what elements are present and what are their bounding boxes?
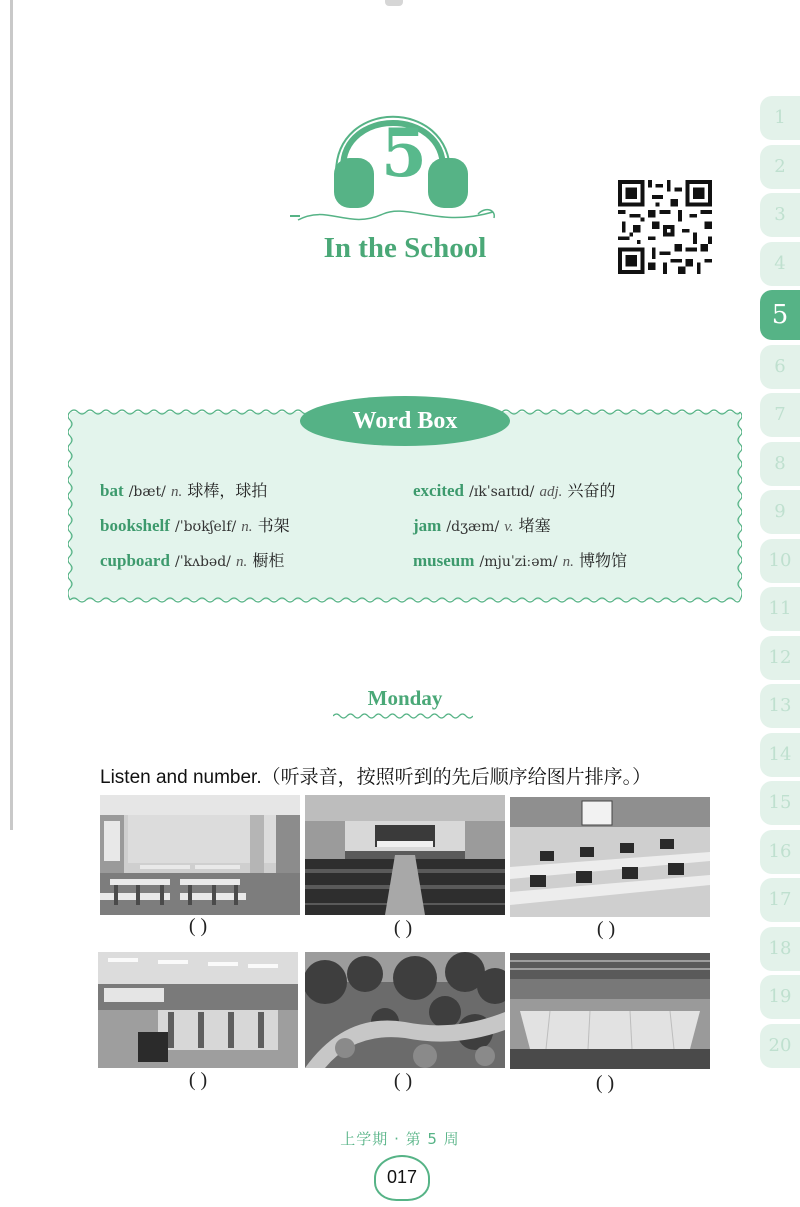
week-tab[interactable]: 17 [760, 878, 800, 922]
answer-blank[interactable]: ( ) [188, 1069, 208, 1091]
garden-photo [305, 952, 505, 1072]
word-entry [413, 478, 616, 502]
phonetic: /dʒæm/ [446, 519, 500, 535]
exercise-instruction: Listen and number.（听录音，按照听到的先后顺序给图片排序。） [100, 767, 652, 788]
footer-term-label: 上学期 · 第 5 周 [340, 1130, 460, 1148]
week-prefix-char: 第 [344, 76, 367, 102]
week-tab[interactable]: 13 [760, 684, 800, 728]
week-tab[interactable]: 15 [760, 781, 800, 825]
week-tab[interactable]: 8 [760, 442, 800, 486]
meaning: 博物馆 [578, 551, 627, 570]
week-tab[interactable]: 9 [760, 490, 800, 534]
week-tab[interactable]: 14 [760, 733, 800, 777]
day-heading: Monday [367, 686, 443, 710]
week-number: 5 [381, 114, 427, 192]
phonetic: /ˈkʌbəd/ [175, 554, 231, 570]
week-tab[interactable]: 1 [760, 96, 800, 140]
part-of-speech: n. [562, 554, 574, 570]
week-tab[interactable]: 7 [760, 393, 800, 437]
swimming-pool-photo [510, 953, 710, 1073]
answer-blank[interactable]: ( ) [596, 918, 616, 940]
phonetic: /ɪkˈsaɪtɪd/ [469, 484, 535, 500]
week-tabs [760, 96, 800, 1072]
week-tab-active[interactable]: 5 [760, 290, 800, 340]
word: cupboard [100, 551, 170, 570]
word-box-title: Word Box [300, 396, 510, 446]
week-tab[interactable]: 10 [760, 539, 800, 583]
meaning: 兴奋的 [567, 481, 616, 500]
part-of-speech: n. [171, 484, 183, 500]
word-entry [100, 513, 290, 537]
qr-code-icon[interactable] [618, 180, 712, 274]
answer-blank[interactable]: ( ) [188, 915, 208, 937]
phonetic: /mjuˈziːəm/ [479, 554, 558, 570]
meaning: 堵塞 [518, 516, 551, 535]
week-suffix-char: 周 [443, 76, 466, 102]
meaning: 书架 [257, 516, 290, 535]
unit-title: In the School [323, 232, 487, 264]
part-of-speech: adj. [539, 484, 563, 500]
auditorium-photo [305, 795, 505, 915]
word: excited [413, 481, 464, 500]
phonetic: /ˈbʊkʃelf/ [175, 519, 237, 535]
meaning: 球棒，球拍 [187, 481, 268, 500]
day-underline [333, 712, 473, 720]
part-of-speech: n. [241, 519, 253, 535]
word-entry [413, 513, 551, 537]
computer-room-photo [510, 797, 710, 917]
page-spine-edge [10, 0, 13, 830]
word: bat [100, 481, 124, 500]
word-entry [100, 478, 267, 502]
word-entry [413, 548, 627, 572]
phonetic: /bæt/ [128, 484, 166, 500]
week-tab[interactable]: 4 [760, 242, 800, 286]
week-tab[interactable]: 2 [760, 145, 800, 189]
week-tab[interactable]: 18 [760, 927, 800, 971]
week-tab[interactable]: 20 [760, 1024, 800, 1068]
week-tab[interactable]: 19 [760, 975, 800, 1019]
word-entry [100, 548, 284, 572]
word: museum [413, 551, 475, 570]
week-tab[interactable]: 3 [760, 193, 800, 237]
part-of-speech: n. [236, 554, 248, 570]
word: bookshelf [100, 516, 170, 535]
week-tab[interactable]: 11 [760, 587, 800, 631]
week-tab[interactable]: 12 [760, 636, 800, 680]
answer-blank[interactable]: ( ) [393, 1070, 413, 1092]
week-tab[interactable]: 6 [760, 345, 800, 389]
part-of-speech: v. [504, 519, 514, 535]
answer-blank[interactable]: ( ) [595, 1072, 615, 1094]
dining-hall-photo [100, 795, 300, 915]
meaning: 橱柜 [252, 551, 285, 570]
office-photo [98, 952, 298, 1072]
word: jam [413, 516, 442, 535]
week-tab[interactable]: 16 [760, 830, 800, 874]
top-binding-mark [385, 0, 403, 6]
page-number: 017 [374, 1155, 430, 1201]
answer-blank[interactable]: ( ) [393, 917, 413, 939]
